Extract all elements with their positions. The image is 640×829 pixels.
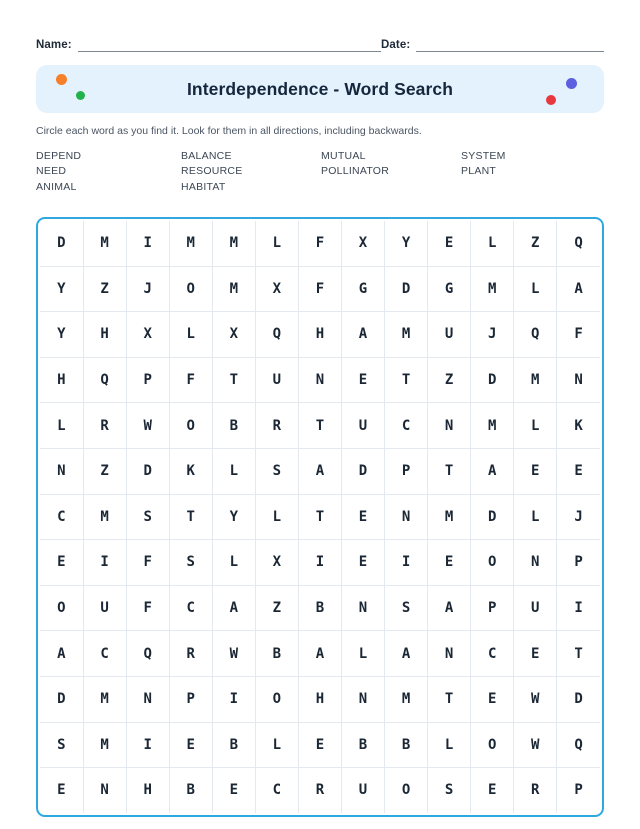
grid-cell[interactable]: D [341, 448, 384, 494]
grid-cell[interactable]: E [514, 448, 557, 494]
grid-cell[interactable]: M [385, 676, 428, 722]
word-list-item[interactable]: RESOURCE [181, 165, 243, 177]
grid-cell[interactable]: R [83, 403, 126, 449]
grid-cell[interactable]: L [514, 494, 557, 540]
grid-row [40, 221, 600, 266]
grid-cell[interactable]: Q [255, 312, 298, 358]
grid-cell[interactable]: P [557, 540, 600, 586]
grid-cell[interactable]: T [428, 676, 471, 722]
grid-cell[interactable]: D [40, 676, 83, 722]
grid-cell[interactable]: T [169, 494, 212, 540]
grid-cell[interactable]: L [255, 494, 298, 540]
grid-cell[interactable]: I [126, 722, 169, 768]
grid-cell[interactable]: E [341, 540, 384, 586]
grid-cell[interactable]: I [557, 585, 600, 631]
grid-cell[interactable]: H [83, 312, 126, 358]
grid-cell[interactable]: L [341, 631, 384, 677]
grid-cell[interactable]: S [255, 448, 298, 494]
grid-cell[interactable]: L [514, 403, 557, 449]
grid-cell[interactable]: L [40, 403, 83, 449]
grid-cell[interactable]: O [40, 585, 83, 631]
grid-cell[interactable]: B [212, 722, 255, 768]
grid-cell[interactable]: U [428, 312, 471, 358]
red-dot-icon [546, 95, 556, 105]
grid-cell[interactable]: U [341, 403, 384, 449]
word-list-item[interactable]: DEPEND [36, 149, 82, 162]
grid-row [40, 631, 600, 677]
grid-cell[interactable]: M [212, 266, 255, 312]
grid-cell[interactable]: R [255, 403, 298, 449]
grid-cell[interactable]: Q [514, 312, 557, 358]
grid-cell[interactable]: F [557, 312, 600, 358]
grid-cell[interactable]: W [514, 722, 557, 768]
grid-row [40, 540, 600, 586]
date-write-line[interactable] [416, 38, 604, 52]
grid-cell[interactable]: E [40, 540, 83, 586]
grid-cell[interactable]: P [385, 448, 428, 494]
grid-cell[interactable]: Y [212, 494, 255, 540]
grid-cell[interactable]: A [212, 585, 255, 631]
grid-cell[interactable]: J [126, 266, 169, 312]
grid-cell[interactable]: E [341, 357, 384, 403]
grid-row [40, 403, 600, 449]
grid-cell[interactable]: S [40, 722, 83, 768]
grid-cell[interactable]: Q [557, 221, 600, 266]
grid-cell[interactable]: E [298, 722, 341, 768]
grid-cell[interactable]: N [40, 448, 83, 494]
grid-cell[interactable]: W [514, 676, 557, 722]
grid-cell[interactable]: H [298, 676, 341, 722]
grid-cell[interactable]: L [255, 722, 298, 768]
grid-cell[interactable]: L [428, 722, 471, 768]
grid-cell[interactable]: E [428, 221, 471, 266]
grid-cell[interactable]: E [169, 722, 212, 768]
title-banner [36, 65, 604, 113]
grid-cell[interactable]: A [40, 631, 83, 677]
grid-cell[interactable]: C [40, 494, 83, 540]
grid-cell[interactable]: Z [428, 357, 471, 403]
grid-cell[interactable]: C [471, 631, 514, 677]
grid-row [40, 448, 600, 494]
grid-cell[interactable]: E [557, 448, 600, 494]
grid-cell[interactable]: N [428, 631, 471, 677]
grid-cell[interactable]: N [83, 768, 126, 813]
grid-cell[interactable]: U [341, 768, 384, 813]
name-field[interactable] [36, 38, 381, 52]
name-date-row [36, 0, 604, 52]
grid-cell[interactable]: H [126, 768, 169, 813]
grid-cell[interactable]: M [83, 676, 126, 722]
grid-cell[interactable]: M [83, 494, 126, 540]
grid-cell[interactable]: H [298, 312, 341, 358]
grid-cell[interactable]: M [83, 221, 126, 266]
grid-cell[interactable]: N [514, 540, 557, 586]
grid-cell[interactable]: F [169, 357, 212, 403]
grid-cell[interactable]: Z [83, 266, 126, 312]
grid-cell[interactable]: A [557, 266, 600, 312]
grid-row [40, 676, 600, 722]
instructions-text: Circle each word as you find it. Look for them in all directions, including backwards. [36, 125, 422, 137]
grid-cell[interactable]: E [428, 540, 471, 586]
grid-cell[interactable]: G [428, 266, 471, 312]
grid-cell[interactable]: F [298, 266, 341, 312]
word-list-item[interactable]: SYSTEM [461, 149, 506, 162]
word-list-item[interactable]: NEED [36, 165, 67, 177]
grid-cell[interactable]: B [298, 585, 341, 631]
grid-cell[interactable]: E [40, 768, 83, 813]
word-list-item[interactable]: PLANT [461, 165, 497, 177]
grid-cell[interactable]: N [126, 676, 169, 722]
grid-row [40, 357, 600, 403]
grid-cell[interactable]: Q [557, 722, 600, 768]
grid-cell[interactable]: I [385, 540, 428, 586]
grid-cell[interactable]: I [126, 221, 169, 266]
grid-cell[interactable]: M [428, 494, 471, 540]
grid-cell[interactable]: L [255, 221, 298, 266]
grid-cell[interactable]: X [126, 312, 169, 358]
grid-cell[interactable]: A [298, 448, 341, 494]
grid-cell[interactable]: M [514, 357, 557, 403]
grid-cell[interactable]: T [212, 357, 255, 403]
grid-cell[interactable]: P [471, 585, 514, 631]
grid-cell[interactable]: N [385, 494, 428, 540]
grid-cell[interactable]: T [557, 631, 600, 677]
grid-cell[interactable]: D [126, 448, 169, 494]
grid-cell[interactable]: F [298, 221, 341, 266]
grid-cell[interactable]: Z [255, 585, 298, 631]
grid-cell[interactable]: F [126, 540, 169, 586]
grid-cell[interactable]: S [385, 585, 428, 631]
grid-cell[interactable]: E [471, 676, 514, 722]
grid-cell[interactable]: L [212, 540, 255, 586]
grid-cell[interactable]: O [385, 768, 428, 813]
grid-cell[interactable]: D [471, 357, 514, 403]
grid-cell[interactable]: N [428, 403, 471, 449]
grid-cell[interactable]: B [385, 722, 428, 768]
grid-cell[interactable]: A [428, 585, 471, 631]
grid-cell[interactable]: P [169, 676, 212, 722]
grid-cell[interactable]: J [557, 494, 600, 540]
grid-cell[interactable]: U [83, 585, 126, 631]
grid-cell[interactable]: U [514, 585, 557, 631]
grid-cell[interactable]: O [169, 403, 212, 449]
grid-cell[interactable]: X [255, 266, 298, 312]
grid-cell[interactable]: E [471, 768, 514, 813]
grid-cell[interactable]: Q [83, 357, 126, 403]
grid-cell[interactable]: G [341, 266, 384, 312]
word-list-item[interactable]: HABITAT [181, 180, 226, 193]
grid-cell[interactable]: C [169, 585, 212, 631]
grid-cell[interactable]: C [83, 631, 126, 677]
grid-cell[interactable]: I [212, 676, 255, 722]
grid-cell[interactable]: J [471, 312, 514, 358]
grid-cell[interactable]: A [298, 631, 341, 677]
name-write-line[interactable] [78, 38, 381, 52]
grid-cell[interactable]: A [385, 631, 428, 677]
grid-cell[interactable]: P [126, 357, 169, 403]
grid-cell[interactable]: H [40, 357, 83, 403]
grid-cell[interactable]: M [212, 221, 255, 266]
grid-cell[interactable]: O [255, 676, 298, 722]
grid-cell[interactable]: D [471, 494, 514, 540]
word-list-item[interactable]: ANIMAL [36, 180, 77, 193]
grid-cell[interactable]: U [255, 357, 298, 403]
grid-cell[interactable]: M [83, 722, 126, 768]
grid-cell[interactable]: D [557, 676, 600, 722]
grid-cell[interactable]: E [341, 494, 384, 540]
green-dot-icon [76, 91, 85, 100]
grid-cell[interactable]: D [40, 221, 83, 266]
date-field[interactable] [381, 38, 604, 52]
grid-cell[interactable]: M [471, 266, 514, 312]
grid-cell[interactable]: B [341, 722, 384, 768]
blue-dot-icon [566, 78, 577, 89]
grid-cell[interactable]: R [169, 631, 212, 677]
grid-cell[interactable]: N [557, 357, 600, 403]
grid-cell[interactable]: X [341, 221, 384, 266]
grid-cell[interactable]: T [428, 448, 471, 494]
grid-cell[interactable]: W [126, 403, 169, 449]
name-label: Name: [36, 39, 72, 51]
grid-cell[interactable]: F [126, 585, 169, 631]
grid-cell[interactable]: R [514, 768, 557, 813]
grid-cell[interactable]: N [341, 676, 384, 722]
grid-row [40, 768, 600, 813]
grid-row [40, 312, 600, 358]
grid-cell[interactable]: X [255, 540, 298, 586]
grid-cell[interactable]: E [212, 768, 255, 813]
word-list-item[interactable]: MUTUAL [321, 149, 366, 162]
grid-cell[interactable]: Y [385, 221, 428, 266]
grid-cell[interactable]: T [298, 403, 341, 449]
grid-cell[interactable]: Z [514, 221, 557, 266]
grid-cell[interactable]: K [169, 448, 212, 494]
grid-cell[interactable]: S [126, 494, 169, 540]
grid-cell[interactable]: X [212, 312, 255, 358]
grid-cell[interactable]: Y [40, 312, 83, 358]
grid-cell[interactable]: M [385, 312, 428, 358]
grid-cell[interactable]: Y [40, 266, 83, 312]
grid-cell[interactable]: R [298, 768, 341, 813]
grid-cell[interactable]: I [298, 540, 341, 586]
grid-cell[interactable]: L [514, 266, 557, 312]
word-list [36, 149, 604, 196]
grid-cell[interactable]: W [212, 631, 255, 677]
grid-cell[interactable]: S [428, 768, 471, 813]
grid-cell[interactable]: K [557, 403, 600, 449]
grid-cell[interactable]: L [212, 448, 255, 494]
grid-cell[interactable]: L [471, 221, 514, 266]
grid-cell[interactable]: C [255, 768, 298, 813]
grid-cell[interactable]: B [212, 403, 255, 449]
grid-cell[interactable]: O [169, 266, 212, 312]
grid-cell[interactable]: T [385, 357, 428, 403]
grid-cell[interactable]: T [298, 494, 341, 540]
puzzle-grid [40, 221, 600, 813]
grid-cell[interactable]: D [385, 266, 428, 312]
grid-cell[interactable]: P [557, 768, 600, 813]
grid-cell[interactable]: Z [83, 448, 126, 494]
grid-cell[interactable]: A [471, 448, 514, 494]
grid-cell[interactable]: N [341, 585, 384, 631]
grid-cell[interactable]: A [341, 312, 384, 358]
orange-dot-icon [56, 74, 67, 85]
page-title: Interdependence - Word Search [186, 78, 454, 99]
grid-row [40, 494, 600, 540]
grid-cell[interactable]: I [83, 540, 126, 586]
grid-cell[interactable]: M [471, 403, 514, 449]
grid-cell[interactable]: M [169, 221, 212, 266]
grid-cell[interactable]: Q [126, 631, 169, 677]
grid-cell[interactable]: C [385, 403, 428, 449]
grid-row [40, 266, 600, 312]
grid-cell[interactable]: S [169, 540, 212, 586]
grid-cell[interactable]: O [471, 540, 514, 586]
grid-cell[interactable]: B [255, 631, 298, 677]
word-list-item[interactable]: POLLINATOR [321, 165, 390, 177]
grid-cell[interactable]: E [514, 631, 557, 677]
puzzle-grid-container [36, 217, 604, 817]
grid-cell[interactable]: L [169, 312, 212, 358]
grid-cell[interactable]: B [169, 768, 212, 813]
grid-cell[interactable]: N [298, 357, 341, 403]
date-label: Date: [381, 39, 411, 51]
grid-cell[interactable]: O [471, 722, 514, 768]
grid-row [40, 585, 600, 631]
grid-row [40, 722, 600, 768]
word-list-item[interactable]: BALANCE [181, 149, 232, 162]
